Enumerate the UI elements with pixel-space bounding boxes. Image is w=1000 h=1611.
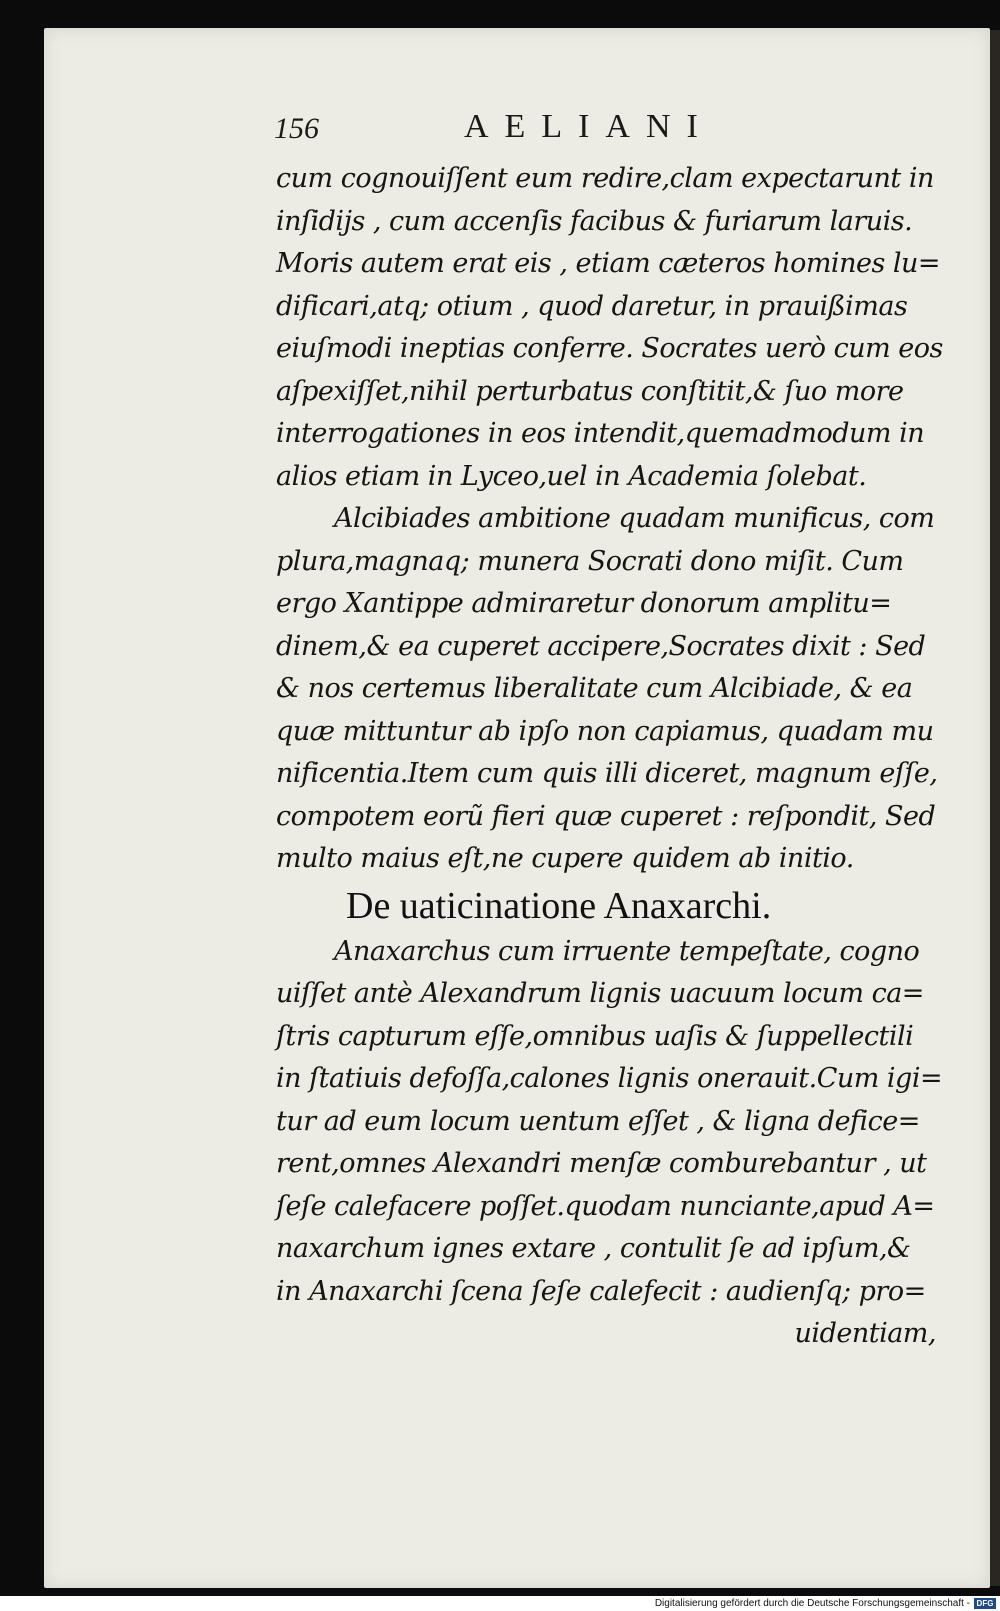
text-line: eiuſmodi ineptias conferre. Socrates uerò cum eos (276, 333, 943, 364)
catchword: uidentiam, (794, 1318, 936, 1349)
section-heading: De uaticinatione Anaxarchi. (346, 884, 772, 927)
text-line: alios etiam in Lyceo,uel in Academia ſolebat. (276, 460, 867, 492)
running-title: AELIANI (464, 108, 714, 145)
text-line: in Anaxarchi ſcena ſeſe calefecit : audienſq; pro= (276, 1275, 926, 1307)
text-line: ſtris capturum eſſe,omnibus uaſis & ſuppellectili (276, 1020, 914, 1052)
text-line: ſeſe calefacere poſſet.quodam nunciante,apud A= (276, 1190, 935, 1222)
text-line: plura,magnaq; munera Socrati dono miſit. Cum (276, 545, 904, 577)
text-line: quæ mittuntur ab ipſo non capiamus, quadam mu (276, 715, 934, 747)
dfg-logo-icon: DFG (974, 1598, 996, 1609)
paragraph-alcibiades-gifts (276, 498, 936, 881)
text-line: Anaxarchus cum irruente tempeſtate, cogno (334, 935, 920, 967)
footer-credit: Digitalisierung gefördert durch die Deutsche Forschungsgemeinschaft - (654, 1598, 970, 1609)
text-line: Moris autem erat eis , etiam cæteros homines lu= (276, 248, 941, 279)
text-line: aſpexiſſet,nihil perturbatus conſtitit,& ſuo more (276, 375, 904, 407)
text-block (276, 158, 943, 1356)
text-line: dificari,atq; otium , quod daretur, in prauißimas (276, 290, 908, 322)
book-page (44, 28, 990, 1588)
text-line: multo maius eſt,ne cupere quidem ab initio. (276, 843, 854, 874)
text-line: ergo Xantippe admiraretur donorum amplitu= (276, 588, 892, 619)
text-line: inſidijs , cum accenſis facibus & furiarum laruis. (276, 205, 913, 237)
text-line: tur ad eum locum uentum eſſet , & ligna defice= (276, 1105, 920, 1137)
text-line: nificentia.Item cum quis illi diceret, magnum eſſe, (276, 758, 938, 789)
page-number: 156 (274, 112, 319, 145)
paragraph-anaxarchus (276, 931, 943, 1314)
text-line: interrogationes in eos intendit,quemadmodum in (276, 418, 925, 449)
text-line: dinem,& ea cuperet accipere,Socrates dixit : Sed (276, 630, 926, 662)
text-line: rent,omnes Alexandri menſæ comburebantur , ut (276, 1148, 927, 1179)
footer-bar (0, 1596, 1000, 1611)
text-line: & nos certemus liberalitate cum Alcibiade, & ea (276, 673, 913, 704)
text-line: cum cognouiſſent eum redire,clam expectarunt in (276, 163, 934, 194)
text-line: Alcibiades ambitione quadam munificus, com (334, 503, 935, 534)
text-line: uiſſet antè Alexandrum lignis uacuum locum ca= (276, 978, 924, 1009)
text-line: in ſtatiuis defoſſa,calones lignis onerauit.Cum igi= (276, 1063, 943, 1094)
paragraph-socrates-visitors (276, 158, 943, 498)
book-edge (990, 30, 1000, 1586)
text-line: naxarchum ignes extare , contulit ſe ad ipſum,& (276, 1233, 911, 1264)
text-line: compotem eorũ fieri quæ cuperet : reſpondit, Sed (276, 800, 936, 832)
